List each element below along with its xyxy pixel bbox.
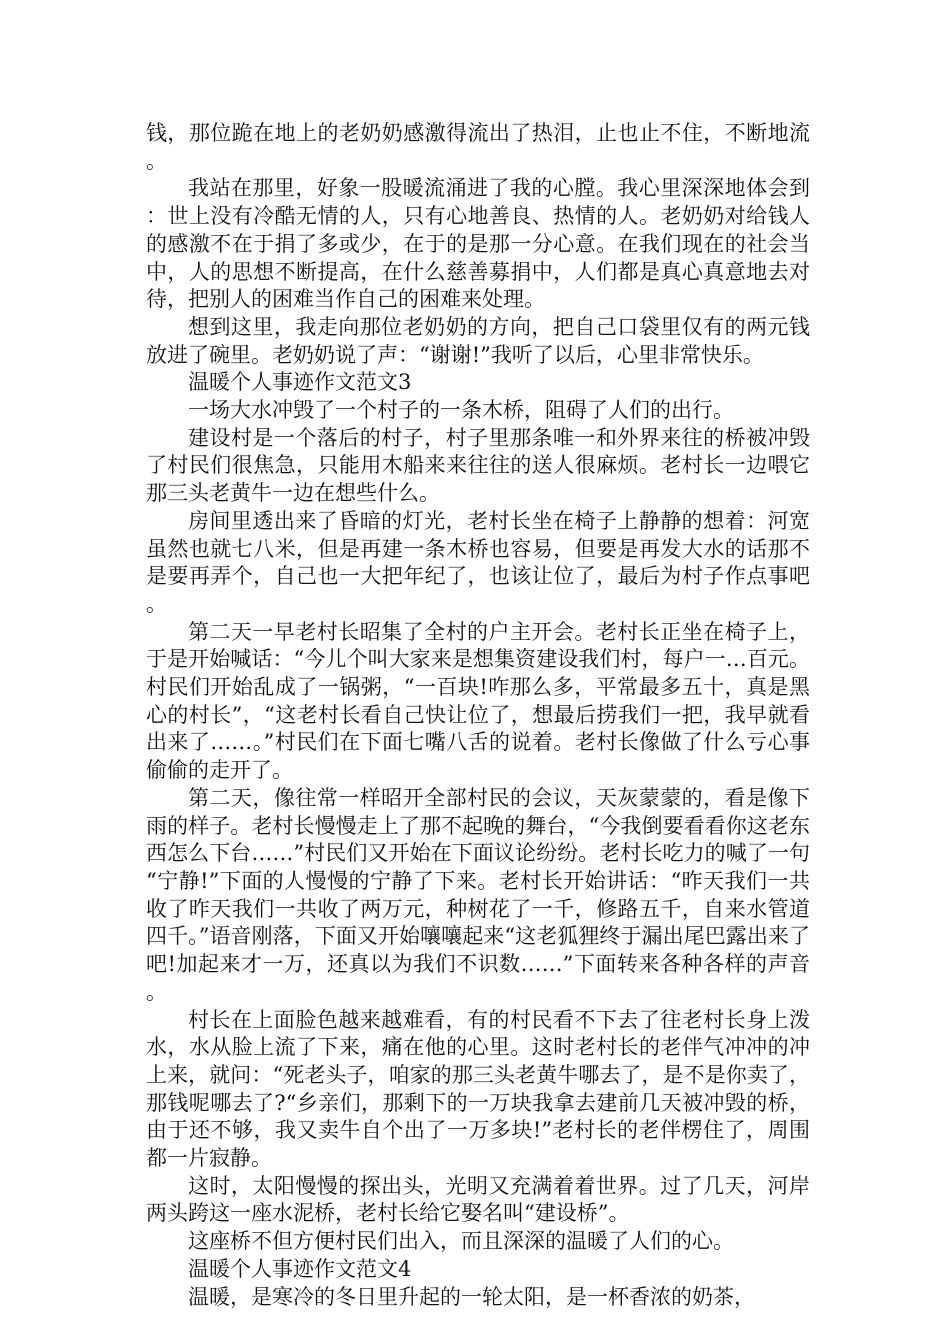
- paragraph-6: 房间里透出来了昏暗的灯光，老村长坐在椅子上静静的想着：河宽虽然也就七八米，但是再建一条木桥也容易，但要是再发大水的话那不是要再弄个，自己也一大把年纪了，也该让位了，最后为村子作点事吧。: [146, 508, 810, 616]
- section-heading-4: 温暖个人事迹作文范文4: [188, 1256, 412, 1281]
- paragraph-12: 温暖，是寒冷的冬日里升起的一轮太阳，是一杯香浓的奶茶，: [188, 1284, 755, 1309]
- paragraph-5: 建设村是一个落后的村子，村子里那条唯一和外界来往的桥被冲毁了村民们很焦急，只能用木船来来往往的送人很麻烦。老村长一边喂它那三头老黄牛一边在想些什么。: [146, 425, 810, 506]
- paragraph-1: 钱，那位跪在地上的老奶奶感激得流出了热泪，止也止不住，不断地流。: [146, 121, 810, 173]
- paragraph-8: 第二天，像往常一样昭开全部村民的会议，天灰蒙蒙的，看是像下雨的样子。老村长慢慢走上了那不起晚的舞台，“今我倒要看看你这老东西怎么下台……”村民们又开始在下面议论纷纷。老村长吃力的喊了一句“宁静!”下面的人慢慢的宁静了下来。老村长开始讲话：“昨天我们一共收了昨天我们一共收了两万元，种树花了一千，修路五千，自来水管道四千。”语音刚落，下面又开始嚷嚷起来“这老狐狸终于漏出尾巴露出来了吧!加起来才一万，还真以为我们不识数……”下面转来各种各样的声音。: [146, 785, 810, 1004]
- paragraph-9: 村长在上面脸色越来越难看，有的村民看不下去了往老村长身上泼水，水从脸上流了下来，痛在他的心里。这时老村长的老伴气冲冲的冲上来，就问：“死老头子，咱家的那三头老黄牛哪去了，是不是你卖了，那钱呢哪去了?“乡亲们，那剩下的一万块我拿去建前几天被冲毁的桥，由于还不够，我又卖牛自个出了一万多块!”老村长的老伴楞住了，周围都一片寂静。: [146, 1007, 810, 1171]
- paragraph-4: 一场大水冲毁了一个村子的一条木桥，阻碍了人们的出行。: [188, 398, 734, 423]
- paragraph-3: 想到这里，我走向那位老奶奶的方向，把自己口袋里仅有的两元钱放进了碗里。老奶奶说了声：“谢谢!”我听了以后，心里非常快乐。: [146, 314, 810, 367]
- document-page: [146, 120, 810, 1311]
- paragraph-10: 这时，太阳慢慢的探出头，光明又充满着着世界。过了几天，河岸两头跨这一座水泥桥，老村长给它娶名叫“建设桥”。: [146, 1173, 810, 1226]
- paragraph-11: 这座桥不但方便村民们出入，而且深深的温暖了人们的心。: [188, 1229, 734, 1254]
- paragraph-7: 第二天一早老村长昭集了全村的户主开会。老村长正坐在椅子上，于是开始喊话：“今儿个叫大家来是想集资建设我们村，每户一…百元。村民们开始乱成了一锅粥，“一百块!咋那么多，平常最多五十，真是黑心的村长”，“这老村长看自己快让位了，想最后捞我们一把，我早就看出来了……。”村民们在下面七嘴八舌的说着。老村长像做了什么亏心事偷偷的走开了。: [146, 619, 810, 783]
- section-heading-3: 温暖个人事迹作文范文3: [188, 370, 412, 395]
- paragraph-2: 我站在那里，好象一股暖流涌进了我的心膛。我心里深深地体会到：世上没有冷酷无情的人，只有心地善良、热情的人。老奶奶对给钱人的感激不在于捐了多或少，在于的是那一分心意。在我们现在的社会当中，人的思想不断提高，在什么慈善募捐中，人们都是真心真意地去对待，把别人的困难当作自己的困难来处理。: [146, 176, 810, 312]
